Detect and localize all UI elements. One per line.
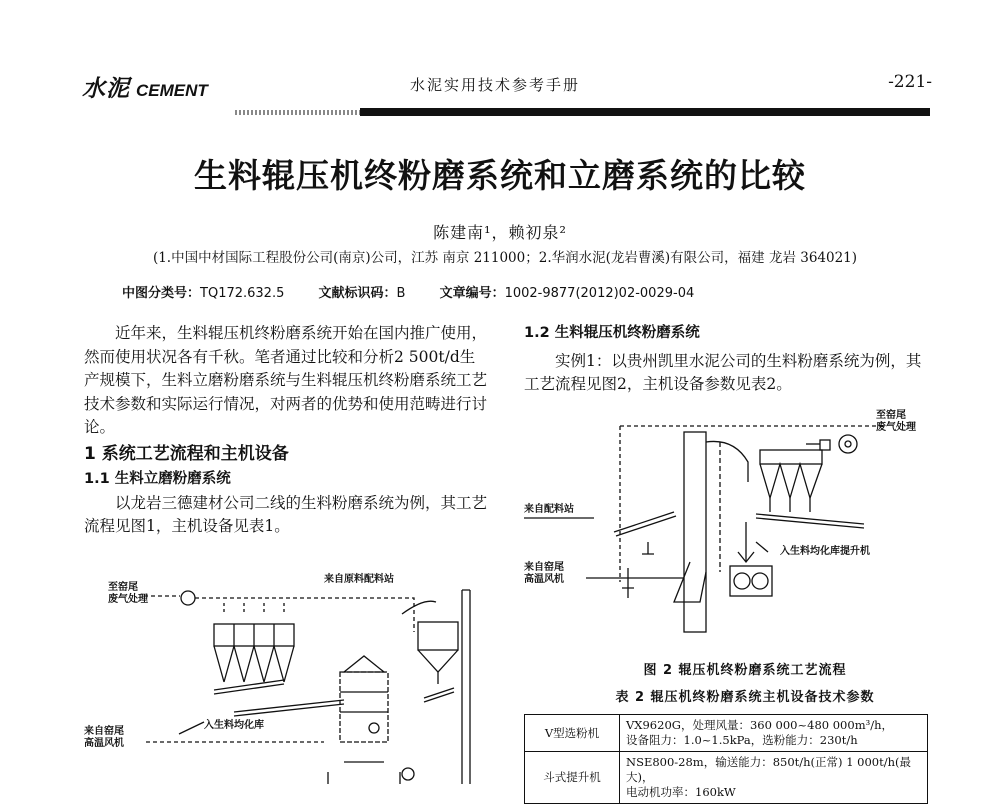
fig2-air-slide — [756, 514, 864, 528]
section-1-heading: 1 系统工艺流程和主机设备 — [84, 443, 289, 464]
spec-line: NSE800-28m，输送能力：850t/h(正常) 1 000t/h(最大)， — [626, 755, 912, 784]
fig1-air-slide-lower — [234, 700, 344, 716]
journal-logo — [82, 70, 208, 103]
fig1-label-homogenizing: 入生料均化库 — [204, 720, 264, 731]
fig2-label-elevator: 入生料均化库提升机 — [780, 546, 870, 557]
fig2-roller-press — [730, 522, 772, 596]
fig1-motor-icon — [402, 768, 414, 780]
right-column — [524, 322, 928, 397]
section-1-1-heading: 1.1 生料立磨粉磨系统 — [84, 471, 231, 487]
table-cell-spec — [620, 752, 928, 804]
table-cell-equipment: 斗式提升机 — [525, 752, 620, 804]
spec-line: 电动机功率：160kW — [626, 785, 736, 799]
fig1-label-hot-air-line2: 高温风机 — [84, 738, 124, 749]
spec-line: 设备阻力：1.0~1.5kPa，选粉能力：230t/h — [626, 733, 858, 747]
header-rule — [360, 108, 930, 116]
fig1-label-exhaust-line1: 至窑尾 — [108, 582, 138, 593]
fig2-fan-icon — [820, 435, 857, 453]
article-affiliations: (1.中国中材国际工程股份公司(南京)公司，江苏 南京 211000；2.华润水泥(龙岩曹溪)有限公司，福建 龙岩 364021) — [152, 250, 858, 266]
table-cell-equipment: V型选粉机 — [525, 715, 620, 752]
table-2 — [524, 714, 928, 804]
section-1-2-paragraph: 实例1：以贵州凯里水泥公司的生料粉磨系统为例，其工艺流程见图2，主机设备参数见表2。 — [524, 351, 922, 393]
logo-cn: 水泥 — [82, 75, 130, 102]
fig1-fan-icon — [181, 591, 195, 605]
figure-2-caption: 图 2 辊压机终粉磨系统工艺流程 — [643, 663, 847, 678]
fig2-label-hot-air-line1: 来自窑尾 — [524, 562, 564, 573]
intro-paragraph: 近年来，生料辊压机终粉磨系统开始在国内推广使用，然而使用状况各有千秋。笔者通过比较和分析2 500t/d生产规模下，生料立磨粉磨系统与生料辊压机终粉磨系统工艺技术参数和实际运行情况，对两者的优势和使用范畴进行讨论。 — [84, 324, 488, 436]
fig2-feed-conveyor — [614, 512, 676, 536]
fig1-gas-duct — [195, 598, 414, 632]
doc-code: 文献标识码：B — [318, 286, 406, 301]
fig1-label-hot-air-line1: 来自窑尾 — [84, 726, 124, 737]
table-cell-spec — [620, 715, 928, 752]
fig2-label-batching: 来自配料站 — [524, 504, 574, 515]
table-2-caption: 表 2 辊压机终粉磨系统主机设备技术参数 — [615, 690, 875, 705]
table-row — [525, 715, 928, 752]
article-authors: 陈建南¹，赖初泉² — [433, 223, 567, 242]
figure-2-flow-diagram — [524, 402, 930, 652]
figure-1-flow-diagram — [84, 572, 484, 784]
spec-line: VX9620G，处理风量：360 000~480 000m³/h， — [626, 718, 893, 732]
journal-name: 水泥实用技术参考手册 — [410, 76, 581, 94]
article-number: 文章编号：1002-9877(2012)02-0029-04 — [439, 286, 695, 301]
table-row — [525, 752, 928, 804]
fig1-vertical-mill — [328, 656, 400, 784]
fig2-label-hot-air-line2: 高温风机 — [524, 574, 564, 585]
fig1-homo-arrow — [179, 722, 204, 734]
fig2-label-exhaust-line2: 废气处理 — [876, 422, 916, 433]
header-dotted-rule — [235, 110, 365, 115]
clc-number: 中图分类号：TQ172.632.5 — [122, 286, 285, 301]
fig1-dust-collector — [214, 602, 294, 682]
section-1-2-heading: 1.2 生料辊压机终粉磨系统 — [524, 325, 700, 341]
fig2-cyclones — [760, 450, 822, 512]
logo-en: CEMENT — [136, 81, 208, 100]
article-title: 生料辊压机终粉磨系统和立磨系统的比较 — [194, 156, 806, 195]
fig1-label-exhaust-line2: 废气处理 — [108, 594, 148, 605]
fig2-damper — [622, 568, 634, 598]
fig2-label-exhaust-line1: 至窑尾 — [876, 410, 906, 421]
fig2-gate — [642, 542, 654, 554]
fig1-label-raw-material: 来自原料配料站 — [324, 574, 394, 585]
fig2-elevator-arrow — [756, 542, 768, 552]
left-column — [84, 322, 488, 539]
fig2-v-separator — [674, 432, 748, 632]
section-1-1-paragraph: 以龙岩三德建材公司二线的生料粉磨系统为例，其工艺流程见图1，主机设备见表1。 — [84, 493, 488, 535]
article-meta — [122, 282, 724, 301]
fig1-bucket-elevator — [462, 590, 470, 784]
page-number: -221- — [888, 72, 932, 92]
